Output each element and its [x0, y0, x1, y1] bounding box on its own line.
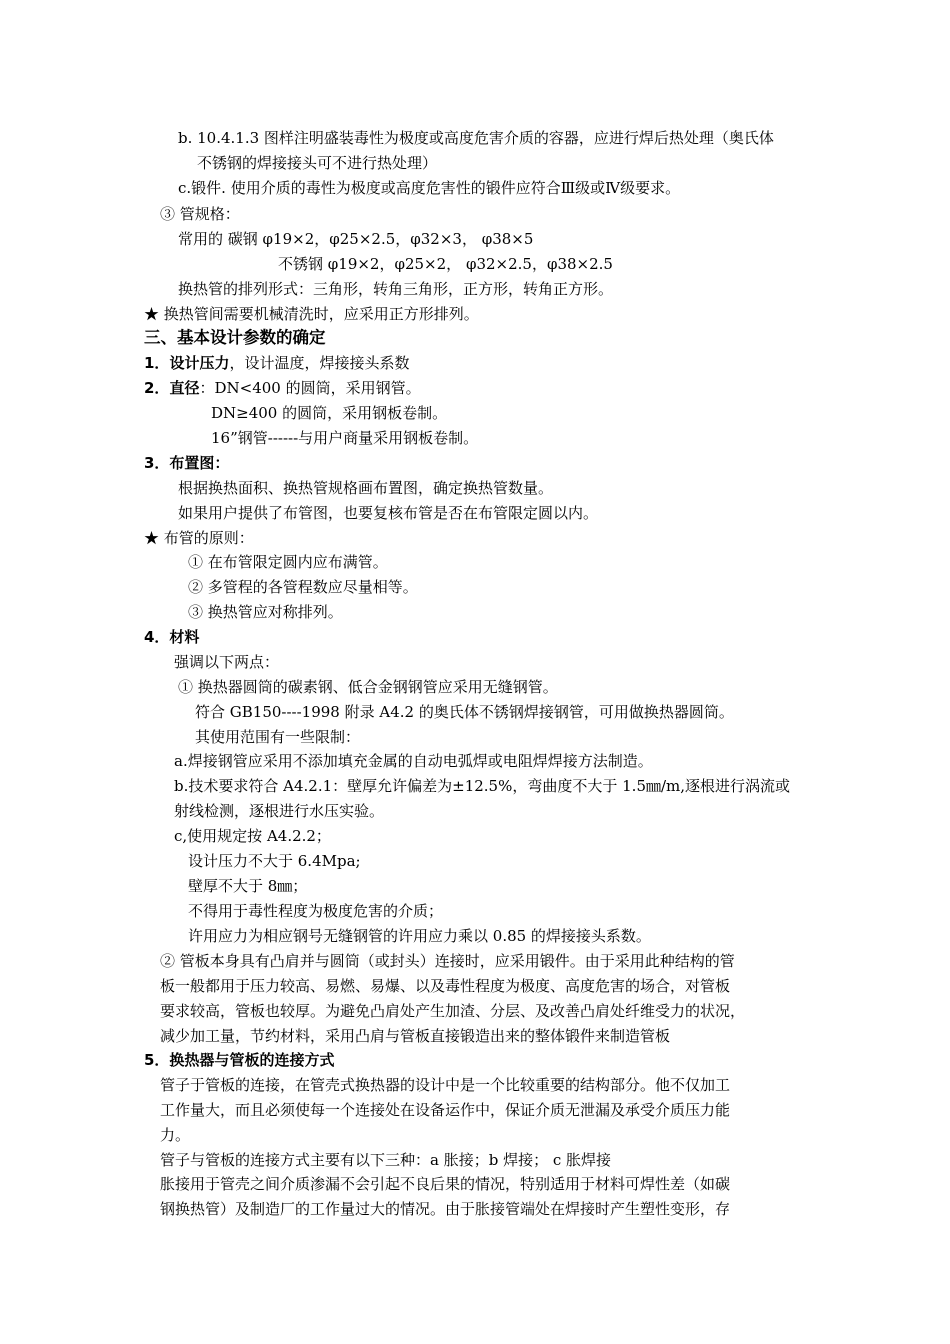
- text-line: 设计温度，焊接接头系数: [244, 354, 410, 372]
- text-line: 射线检测，逐根进行水压实验。: [174, 802, 385, 820]
- heading-line-1: [144, 353, 409, 377]
- text-line: c,使用规定按 A4.2.2；: [174, 827, 331, 845]
- text-line: b. 10.4.1.3 图样注明盛装毒性为极度或高度危害介质的容器，应进行焊后热处理（奥氏体: [178, 129, 774, 147]
- text-line: 力。: [160, 1126, 191, 1144]
- text-line: 设计压力不大于 6.4Mpa;: [188, 852, 361, 870]
- heading-label: 设计压力: [169, 354, 230, 372]
- text-line: 换热管的排列形式：三角形，转角三角形，正方形，转角正方形。: [178, 280, 614, 298]
- text-line: 根据换热面积、换热管规格画布置图，确定换热管数量。: [178, 479, 554, 497]
- text-line: 管子与管板的连接方式主要有以下三种：a 胀接；b 焊接； c 胀焊接: [160, 1151, 612, 1169]
- text-line: 16”钢管------与用户商量采用钢板卷制。: [211, 429, 479, 447]
- heading-line-4: 4．材料: [144, 628, 200, 646]
- text-line: 管子于管板的连接，在管壳式换热器的设计中是一个比较重要的结构部分。他不仅加工: [160, 1076, 731, 1094]
- text-line: 不锈钢 φ19×2，φ25×2， φ32×2.5，φ38×2.5: [278, 255, 613, 273]
- list-item: ① 在布管限定圆内应布满管。: [188, 553, 388, 571]
- separator: ：: [199, 379, 215, 397]
- text-line: 符合 GB150----1998 附录 A4.2 的奥氏体不锈钢焊接钢管，可用做换热器圆筒。: [195, 703, 734, 721]
- text-line: ★ 布管的原则：: [144, 529, 254, 547]
- list-item: ③ 换热管应对称排列。: [188, 603, 343, 621]
- text-line: 要求较高，管板也较厚。为避免凸肩处产生加渣、分层、及改善凸肩处纤维受力的状况，: [160, 1002, 746, 1020]
- heading-number: 2．: [144, 379, 170, 397]
- text-line: 工作量大，而且必须使每一个连接处在设备运作中，保证介质无泄漏及承受介质压力能: [160, 1101, 731, 1119]
- text-line: 减少加工量，节约材料，采用凸肩与管板直接锻造出来的整体锻件来制造管板: [160, 1027, 671, 1045]
- text-line: 常用的 碳钢 φ19×2，φ25×2.5，φ32×3， φ38×5: [178, 230, 534, 248]
- text-line: ③ 管规格：: [160, 205, 240, 223]
- text-line: DN≥400 的圆筒，采用钢板卷制。: [211, 404, 448, 422]
- text-line: ★ 换热管间需要机械清洗时，应采用正方形排列。: [144, 305, 479, 323]
- text-line: ② 管板本身具有凸肩并与圆筒（或封头）连接时，应采用锻件。由于采用此种结构的管: [160, 952, 735, 970]
- text-line: 不得用于毒性程度为极度危害的介质；: [188, 902, 444, 920]
- section-heading: 三、基本设计参数的确定: [144, 328, 326, 347]
- text-line: 其使用范围有一些限制：: [195, 728, 361, 746]
- text-line: 许用应力为相应钢号无缝钢管的许用应力乘以 0.85 的焊接接头系数。: [188, 927, 651, 945]
- heading-line-2: [144, 378, 421, 402]
- text-line: DN<400 的圆筒，采用钢管。: [214, 379, 421, 397]
- text-line: 壁厚不大于 8㎜；: [188, 877, 308, 895]
- text-line: b.技术要求符合 A4.2.1：壁厚允许偏差为±12.5%，弯曲度不大于 1.5㎜/m,逐根进行涡流或: [174, 777, 791, 795]
- text-line: c.锻件. 使用介质的毒性为极度或高度危害性的锻件应符合Ⅲ级或Ⅳ级要求。: [178, 179, 681, 197]
- text-line: a.焊接钢管应采用不添加填充金属的自动电弧焊或电阻焊焊接方法制造。: [174, 752, 653, 770]
- text-line: 如果用户提供了布管图，也要复核布管是否在布管限定圆以内。: [178, 504, 599, 522]
- heading-line-3: 3．布置图：: [144, 454, 230, 472]
- text-line: 不锈钢的焊接接头可不进行热处理）: [197, 154, 438, 172]
- separator: ，: [229, 354, 245, 372]
- heading-line-5: 5．换热器与管板的连接方式: [144, 1051, 335, 1069]
- text-line: 强调以下两点：: [174, 653, 280, 671]
- text-line: 板一般都用于压力较高、易燃、易爆、以及毒性程度为极度、高度危害的场合，对管板: [160, 977, 731, 995]
- text-line: ① 换热器圆筒的碳素钢、低合金钢钢管应采用无缝钢管。: [178, 678, 558, 696]
- heading-label: 直径: [169, 379, 200, 397]
- list-item: ② 多管程的各管程数应尽量相等。: [188, 578, 418, 596]
- text-line: 胀接用于管壳之间介质渗漏不会引起不良后果的情况，特别适用于材料可焊性差（如碳: [160, 1175, 731, 1193]
- heading-number: 1．: [144, 354, 170, 372]
- text-line: 钢换热管）及制造厂的工作量过大的情况。由于胀接管端处在焊接时产生塑性变形，存: [160, 1200, 731, 1218]
